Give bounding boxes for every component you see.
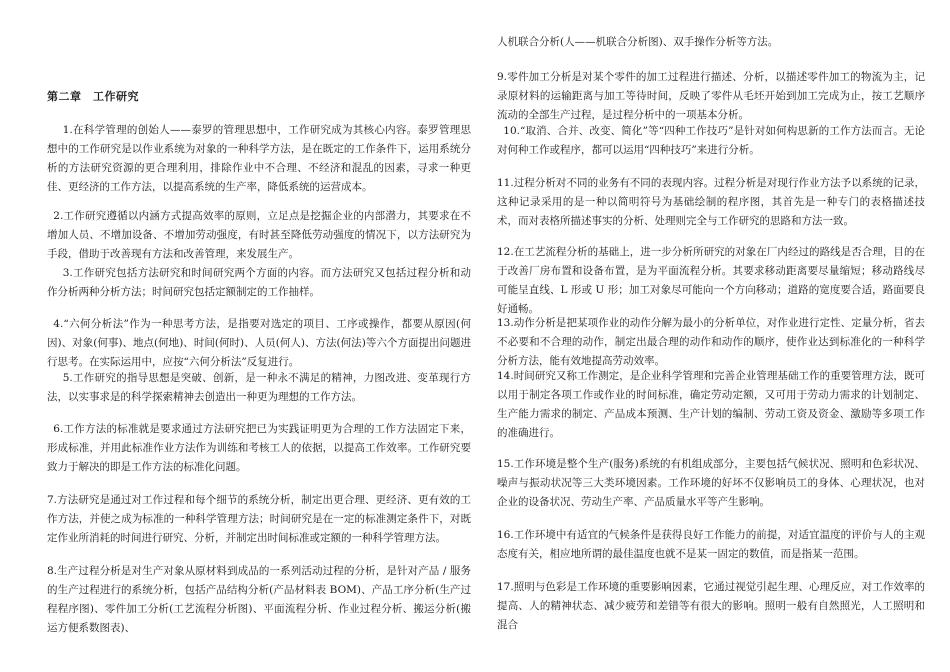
paragraph-12: 12.在工艺流程分析的基础上，进一步分析所研究的对象在厂内经过的路线是否合理，目的在于改善厂房布置和设备布置，是为平面流程分析。其要求移动距离要尽量缩短；移动路线尽可能呈直线、L 形或 U 形；加工对象尽可能向一个方向移动；道路的宽度要合适，路面要良好通畅。	[497, 246, 925, 315]
paragraph-10: 10.“取消、合并、改变、简化”等“四种工作技巧”是针对如何构思新的工作方法而言。无论对何种工作或程序，都可以运用“四种技巧”来进行分析。	[497, 125, 925, 156]
paragraph-2: 2.工作研究遵循以内涵方式提高效率的原则，立足点是挖掘企业的内部潜力，其要求在不增加人员、不增加设备、不增加劳动强度，有时甚至降低劳动强度的情况下，以方法研究为手段，借助于改善现有方法和改善管理，来发展生产。	[47, 210, 471, 260]
paragraph-3: 3.工作研究包括方法研究和时间研究两个方面的内容。而方法研究又包括过程分析和动作分析两种分析方法；时间研究包括定额制定的工作抽样。	[47, 267, 471, 298]
paragraph-16: 16.工作环境中有适宜的气候条件是获得良好工作能力的前提，对适宜温度的评价与人的主观态度有关，相应地所谓的最佳温度也就不是某一固定的数值，而是指某一范围。	[497, 529, 925, 560]
paragraph-8-cont: 人机联合分析(人——机联合分析图)、双手操作分析等方法。	[497, 36, 779, 48]
paragraph-5: 5.工作研究的指导思想是突破、创新，是一种永不满足的精神，力图改进、变革现行方法，以实事求是的科学探索精神去创造出一种更为理想的工作方法。	[47, 372, 471, 403]
chapter-title: 第二章 工作研究	[47, 90, 139, 103]
paragraph-1: 1.在科学管理的创始人——泰罗的管理思想中，工作研究成为其核心内容。泰罗管理思想中的工作研究是以作业系统为对象的一种科学方法，是在既定的工作条件下，运用系统分析的方法研究资源的更合理利用，排除作业中不合理、不经济和混乱的因素，寻求一种更佳、更经济的工作方法，以提高系统的生产率，降低系统的运营成本。	[47, 124, 471, 193]
paragraph-14: 14.时间研究又称工作测定，是企业科学管理和完善企业管理基础工作的重要管理方法，既可以用于制定各项工作或作业的时间标准，确定劳动定额，又可用于劳动力需求的计划制定、生产能力需求的制定、产品成本预测、生产计划的编制、劳动工资及资金、激励等多项工作的准确进行。	[497, 370, 925, 439]
paragraph-8: 8.生产过程分析是对生产对象从原材料到成品的一系列活动过程的分析，是针对产品 / 服务的生产过程进行的系统分析，包括产品结构分析(产品材料表 BOM)、产品工序分析(生产过程程序图)、零件加工分析(工艺流程分析图)、平面流程分析、作业过程分析、搬运分析(搬运方便系数图表)、	[47, 565, 471, 634]
paragraph-15: 15.工作环境是整个生产(服务)系统的有机组成部分，主要包括气候状况、照明和色彩状况、噪声与振动状况等三大类环境因素。工作环境的好坏不仅影响员工的身体、心理状况，也对企业的设备状况、劳动生产率、产品质量水平等产生影响。	[497, 458, 925, 508]
paragraph-9: 9.零件加工分析是对某个零件的加工过程进行描述、分析，以描述零件加工的物流为主，记录原材料的运输距离与加工等待时间，反映了零件从毛坯开始到加工完成为止，按工艺顺序流动的全部生产过程，是过程分析中的一项基本分析。	[497, 71, 925, 121]
paragraph-4: 4.“六何分析法”作为一种思考方法，是指要对选定的项目、工序或操作，都要从原因(何因)、对象(何事)、地点(何地)、时间(何时)、人员(何人)、方法(何法)等六个方面提出问题进行思考。在实际运用中，应按“六何分析法”反复进行。	[47, 318, 471, 368]
paragraph-13: 13.动作分析是把某项作业的动作分解为最小的分析单位，对作业进行定性、定量分析，省去不必要和不合理的动作，制定出最合理的动作和动作的顺序，使作业达到标准化的一种科学分析方法，能有效地提高劳动效率。	[497, 317, 925, 367]
paragraph-7: 7.方法研究是通过对工作过程和每个细节的系统分析，制定出更合理、更经济、更有效的工作方法，并使之成为标准的一种科学管理方法；时间研究是在一定的标准测定条件下，对既定作业所消耗的时间进行研究、分析，并制定出时间标准或定额的一种科学管理方法。	[47, 494, 471, 544]
paragraph-6: 6.工作方法的标准就是要求通过方法研究把已为实践证明更为合理的工作方法固定下来，形成标准，并用此标准作业方法作为训练和考核工人的依据，以提高工作效率。工作研究要致力于解决的即是工作方法的标准化问题。	[47, 423, 471, 473]
paragraph-17: 17.照明与色彩是工作环境的重要影响因素，它通过视觉引起生理、心理反应，对工作效率的提高、人的精神状态、减少疲劳和差错等有很大的影响。照明一般有自然照光，人工照明和混合	[497, 581, 925, 631]
paragraph-11: 11.过程分析对不同的业务有不同的表现内容。过程分析是对现行作业方法予以系统的记录，这种记录采用的是一种以简明符号为基础绘制的程序图，其首先是一种专门的表格描述技术，而对表格所描述事实的分析、处理则完全与工作研究的思路和方法一致。	[497, 177, 925, 227]
